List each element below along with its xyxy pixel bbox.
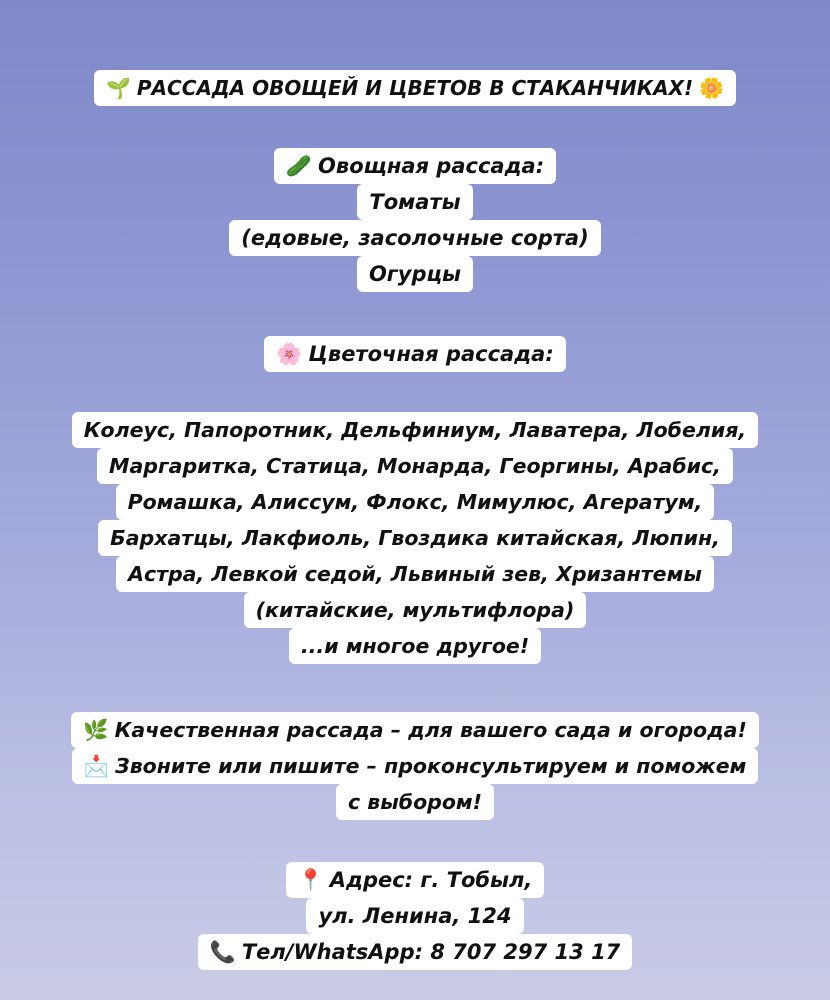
flower-heading-block bbox=[0, 336, 830, 372]
promo-line-quality bbox=[71, 712, 759, 748]
vegetable-section bbox=[0, 148, 830, 292]
promo-block bbox=[0, 712, 830, 820]
flower-line: Ромашка, Алиссум, Флокс, Мимулюс, Агератум, bbox=[116, 484, 715, 520]
promo-line-contact bbox=[72, 748, 759, 784]
blossom-icon: 🌼 bbox=[699, 76, 724, 100]
flower-heading bbox=[264, 336, 565, 372]
phone-label: Тел/WhatsApp: bbox=[241, 940, 423, 964]
promo-line-quality-text: Качественная рассада – для вашего сада и огорода! bbox=[114, 718, 747, 742]
flower-line: Астра, Левкой седой, Львиный зев, Хризантемы bbox=[116, 556, 714, 592]
vegetable-heading-text: Овощная рассада: bbox=[318, 154, 545, 178]
address-line1-text: Адрес: г. Тобыл, bbox=[329, 868, 533, 892]
promo-line-choice: с выбором! bbox=[336, 784, 494, 820]
flower-line: Бархатцы, Лакфиоль, Гвоздика китайская, Люпин, bbox=[98, 520, 732, 556]
page-title bbox=[94, 70, 736, 106]
herb-icon: 🌿 bbox=[83, 718, 109, 742]
cucumber-icon: 🥒 bbox=[285, 154, 313, 178]
sprout-icon: 🌱 bbox=[105, 76, 131, 100]
promo-line-contact-text: Звоните или пишите – проконсультируем и поможем bbox=[115, 754, 747, 778]
flower-line: ...и многое другое! bbox=[289, 628, 541, 664]
address-street: ул. Ленина, 124 bbox=[306, 898, 523, 934]
phone-icon: 📞 bbox=[209, 940, 236, 964]
vegetable-item: Томаты bbox=[357, 184, 472, 220]
flower-line: Маргаритка, Статица, Монарда, Георгины, Арабис, bbox=[97, 448, 733, 484]
phone-line bbox=[198, 934, 633, 970]
address-line bbox=[286, 862, 545, 898]
flower-line: Колеус, Папоротник, Дельфиниум, Лаватера, Лобелия, bbox=[72, 412, 758, 448]
flower-list bbox=[0, 412, 830, 664]
phone-number[interactable]: 8 707 297 13 17 bbox=[430, 940, 621, 964]
vegetable-item: (едовые, засолочные сорта) bbox=[229, 220, 600, 256]
cherry-blossom-icon: 🌸 bbox=[276, 342, 303, 366]
title-text: РАССАДА ОВОЩЕЙ И ЦВЕТОВ В СТАКАНЧИКАХ! bbox=[136, 76, 694, 100]
contacts-block bbox=[0, 862, 830, 970]
vegetable-item: Огурцы bbox=[357, 256, 473, 292]
flower-heading-text: Цветочная рассада: bbox=[308, 342, 554, 366]
map-pin-icon: 📍 bbox=[297, 868, 324, 892]
flower-line: (китайские, мультифлора) bbox=[244, 592, 587, 628]
header-block bbox=[0, 70, 830, 106]
vegetable-heading bbox=[274, 148, 556, 184]
envelope-icon: 📩 bbox=[83, 754, 110, 778]
